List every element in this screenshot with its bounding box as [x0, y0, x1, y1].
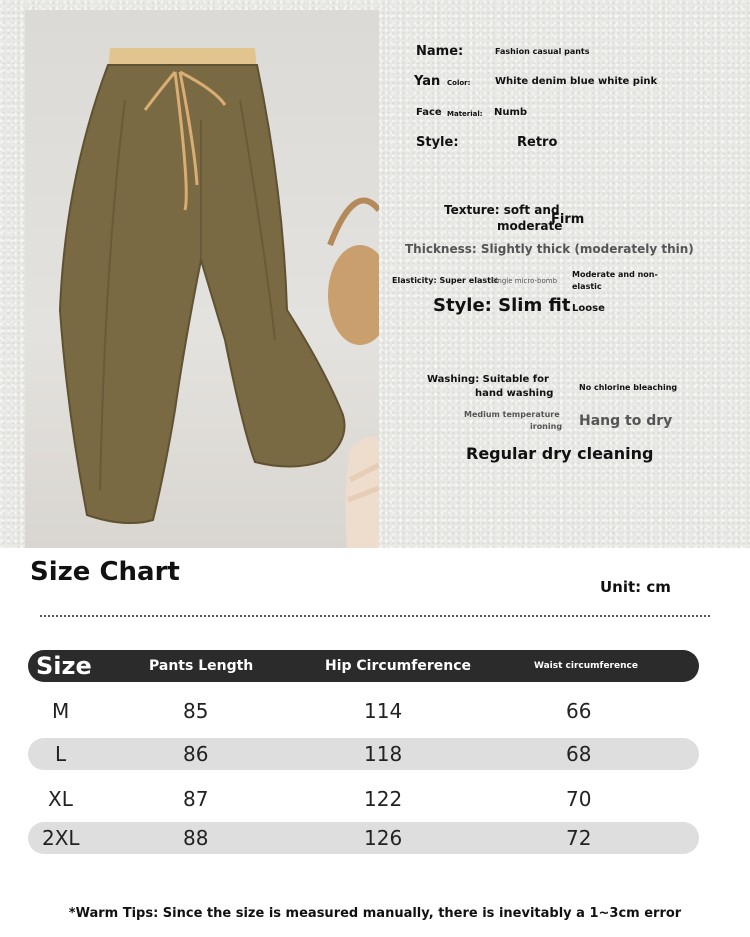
- material-value: Numb: [494, 107, 528, 118]
- texture-label-2: moderate: [497, 219, 563, 233]
- material-label-small: Material:: [447, 110, 483, 118]
- texture-label: Texture: soft and: [444, 203, 560, 217]
- cell-hip: 122: [364, 787, 403, 811]
- size-table-header: [28, 650, 699, 682]
- name-label: Name:: [416, 44, 464, 59]
- size-chart-title: Size Chart: [30, 557, 180, 587]
- cell-length: 87: [183, 787, 209, 811]
- material-label: Face: [416, 107, 442, 118]
- washing-label: Washing: Suitable for: [427, 374, 549, 385]
- unit-label: Unit: cm: [600, 578, 671, 596]
- elasticity-mid: Single micro-bomb: [491, 277, 558, 285]
- table-row: [28, 822, 699, 854]
- cell-length: 88: [183, 826, 209, 850]
- header-waist: Waist circumference: [534, 661, 638, 671]
- cell-waist: 68: [566, 742, 592, 766]
- elasticity-alt-2: elastic: [572, 282, 602, 291]
- elasticity-alt: Moderate and non-: [572, 270, 658, 279]
- texture-alt: Firm: [551, 212, 585, 227]
- dry-clean: Regular dry cleaning: [466, 444, 654, 463]
- table-row: [28, 783, 699, 815]
- color-label-small: Color:: [447, 79, 471, 87]
- header-pants-length: Pants Length: [149, 658, 254, 674]
- cell-size: M: [52, 699, 70, 723]
- header-size: Size: [36, 652, 92, 680]
- dotted-divider: [40, 615, 710, 617]
- cell-size: 2XL: [42, 826, 80, 850]
- cell-length: 85: [183, 699, 209, 723]
- ironing-2: ironing: [530, 422, 563, 431]
- cell-waist: 72: [566, 826, 592, 850]
- washing-label-2: hand washing: [475, 388, 554, 399]
- header-hip: Hip Circumference: [325, 658, 471, 674]
- pants-illustration: [25, 10, 379, 548]
- table-row: [28, 695, 699, 727]
- product-photo: [25, 10, 379, 548]
- washing-alt: No chlorine bleaching: [579, 383, 678, 392]
- warm-tip: *Warm Tips: Since the size is measured manually, there is inevitably a 1~3cm error: [68, 906, 682, 921]
- elasticity-label: Elasticity: Super elastic: [392, 276, 499, 285]
- fit-label: Style: Slim fit: [433, 295, 571, 316]
- hang-to-dry: Hang to dry: [579, 413, 673, 429]
- cell-size: XL: [48, 787, 73, 811]
- cell-waist: 66: [566, 699, 592, 723]
- fit-alt: Loose: [572, 303, 605, 314]
- cell-size: L: [55, 742, 67, 766]
- cell-waist: 70: [566, 787, 592, 811]
- style-label: Style:: [416, 135, 459, 150]
- color-value: White denim blue white pink: [495, 76, 658, 87]
- thickness: Thickness: Slightly thick (moderately thin): [405, 242, 694, 256]
- name-value: Fashion casual pants: [495, 47, 590, 56]
- ironing: Medium temperature: [464, 410, 560, 419]
- cell-hip: 114: [364, 699, 403, 723]
- color-label: Yan: [414, 74, 441, 89]
- cell-hip: 118: [364, 742, 403, 766]
- cell-length: 86: [183, 742, 209, 766]
- style-value: Retro: [517, 135, 558, 150]
- cell-hip: 126: [364, 826, 403, 850]
- table-row: [28, 738, 699, 770]
